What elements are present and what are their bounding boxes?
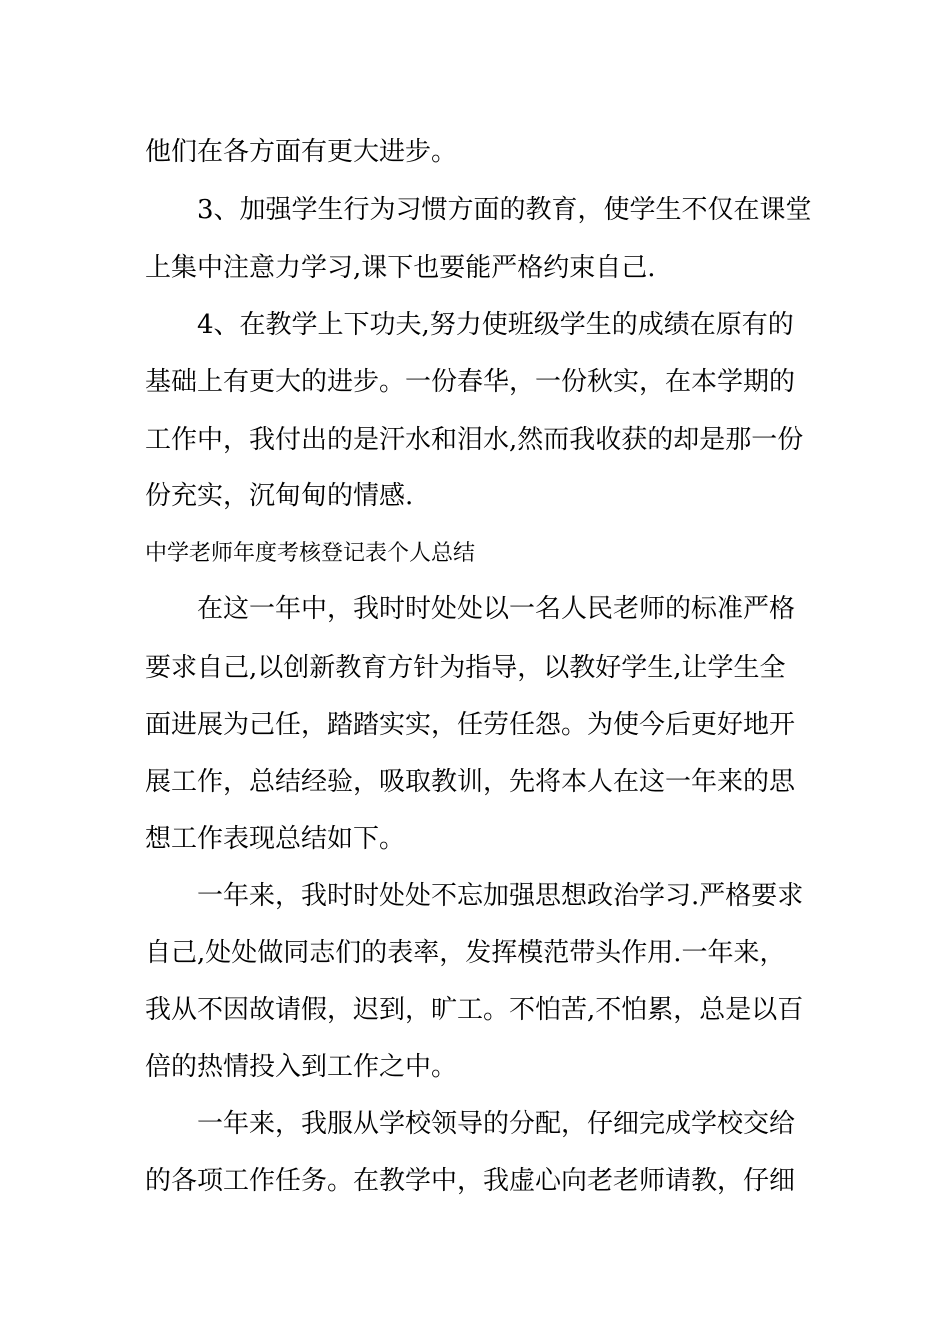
text-line: 在这一年中，我时时处处以一名人民老师的标准严格 [197, 594, 796, 624]
text-line: 想工作表现总结如下。 [145, 824, 406, 854]
text-line: 基础上有更大的进步。一份春华，一份秋实，在本学期的 [145, 367, 796, 397]
text-line: 一年来，我服从学校领导的分配，仔细完成学校交给 [197, 1109, 796, 1139]
text-line: 一年来，我时时处处不忘加强思想政治学习.严格要求 [197, 881, 804, 911]
text-line: 面进展为己任，踏踏实实，任劳任怨。为使今后更好地开 [145, 710, 796, 740]
section-heading: 中学老师年度考核登记表个人总结 [145, 541, 476, 566]
text-line: 自己,处处做同志们的表率，发挥模范带头作用.一年来， [145, 938, 786, 968]
text-line: 4、在教学上下功夫,努力使班级学生的成绩在原有的 [197, 310, 794, 340]
text-line: 工作中，我付出的是汗水和泪水,然而我收获的却是那一份 [145, 425, 804, 455]
text-line: 要求自己,以创新教育方针为指导，以教好学生,让学生全 [145, 653, 786, 683]
text-line: 3、加强学生行为习惯方面的教育，使学生不仅在课堂 [197, 195, 812, 225]
text-line: 我从不因故请假，迟到，旷工。不怕苦,不怕累，总是以百 [145, 995, 804, 1025]
text-line: 份充实，沉甸甸的情感. [145, 481, 414, 511]
text-line: 展工作，总结经验，吸取教训，先将本人在这一年来的思 [145, 767, 796, 797]
text-line: 上集中注意力学习,课下也要能严格约束自己. [145, 253, 656, 283]
text-line: 他们在各方面有更大进步。 [145, 137, 458, 167]
text-line: 倍的热情投入到工作之中。 [145, 1052, 458, 1082]
text-line: 的各项工作任务。在教学中，我虚心向老老师请教，仔细 [145, 1166, 796, 1196]
